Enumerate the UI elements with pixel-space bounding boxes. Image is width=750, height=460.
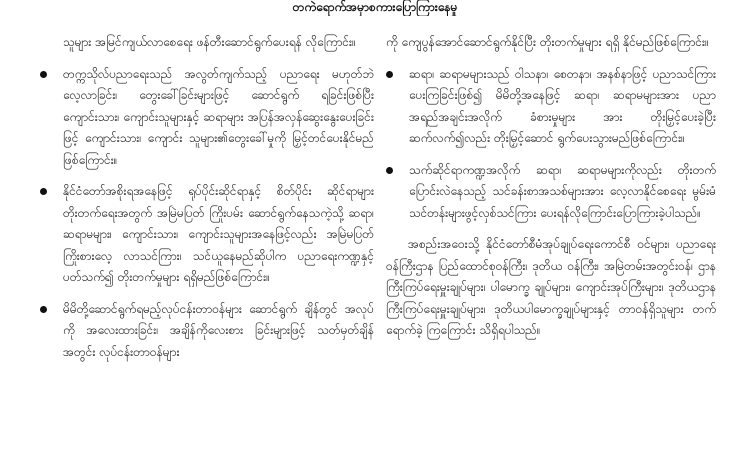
left-continuation-paragraph: သူများ အမြင်ကျယ်လာစေရေး ဖန်တီးဆောင်ရွက်ပေးရန် လိုကြောင်း။	[63, 35, 356, 49]
bullet-text: မိမိတို့ဆောင်ရွက်ရမည့်လုပ်ငန်းတာဝန်များ ဆောင်ရွက် ချိန်တွင် အလုပ်ကို အလေးထားခြင်း၊ အချိန်ကိုလေးစား ခြင်းများဖြင့် သတ်မှတ်ချိန်အတွင်း လုပ်ငန်းတာဝန်များ	[63, 301, 374, 359]
bullet-item	[40, 181, 374, 289]
bullet-text: နိုင်ငံတော်အစိုးရအနေဖြင့် ရုပ်ပိုင်းဆိုင်ရာနှင့် စိတ်ပိုင်း ဆိုင်ရာများ တိုးတက်ရေးအတွက် အမြဲမပြတ် ကြိုးပမ်း ဆောင်ရွက်နေသကဲ့သို့ ဆရာ၊ ဆရာမများ၊ ကျောင်းသား၊ ကျောင်းသူများအနေဖြင့်လည်း အမြဲမပြတ် ကြိုးစားလေ့ လာသင်ကြား၊ သင်ယူနေမည်ဆိုပါက ပညာရေးကဏ္ဍနှင့် ပတ်သက်၍ တိုးတက်မှုများ ရရှိမည်ဖြစ်ကြောင်း။	[63, 184, 374, 284]
closing-paragraph: အစည်းအဝေးသို့ နိုင်ငံတော်စီမံအုပ်ချုပ်ရေးကောင်စီ ဝင်များ၊ ပညာရေးဝန်ကြီးဌာန ပြည်ထောင်စုဝန်ကြီး၊ ဒုတိယ ဝန်ကြီး၊ အမြဲတမ်းအတွင်းဝန်၊ ဌာနကြီးကြပ်ရေးမှူးချုပ်များ၊ ပါမောက္ခ ချုပ်များ၊ ကျောင်းအုပ်ကြီးများ၊ ဒုတိယဌာနကြီးကြပ်ရေးမှူးချုပ်များ၊ ဒုတိယပါမောက္ခချုပ်များနှင့် တာဝန်ရှိသူများ တက်ရောက်ခဲ့ ကြကြောင်း သိရှိရပါသည်။	[386, 237, 716, 337]
bullet-item	[386, 160, 716, 225]
bullet-dot-icon	[386, 71, 393, 78]
bullet-item	[40, 64, 374, 172]
bullet-item	[386, 64, 716, 150]
left-column	[40, 32, 374, 459]
bullet-dot-icon	[386, 167, 393, 174]
right-column	[386, 32, 716, 352]
bullet-text: သက်ဆိုင်ရာကဏ္ဍအလိုက် ဆရာ၊ ဆရာမများကိုလည်း တိုးတက်ပြောင်းလဲနေသည့် သင်ခန်းစာအသစ်များအား လေ့လာနိုင်စေရေး မွမ်းမံသင်တန်းများဖွင့်လှစ်သင်ကြား ပေးရန်လိုကြောင်းပြောကြားခဲ့ပါသည်။	[409, 162, 716, 220]
bullet-dot-icon	[40, 71, 47, 78]
page-header	[0, 0, 750, 16]
bullet-item	[40, 299, 374, 449]
bullet-dot-icon	[40, 188, 47, 195]
bullet-dot-icon	[40, 306, 47, 313]
header-title: တကဲရောက်အမှာစကားပြောကြားနေမှု	[292, 0, 458, 14]
right-continuation-paragraph: ကို ကျေပွန်အောင်ဆောင်ရွက်နိုင်ပြီး တိုးတက်မှုများ ရရှိ နိုင်မည်ဖြစ်ကြောင်း။	[386, 35, 709, 49]
bullet-text: ဆရာ၊ ဆရာမများသည် ဝါသနာ၊ စေတနာ၊ အနစ်နာဖြင့် ပညာသင်ကြားပေးကြခြင်းဖြစ်၍ မိမိတို့အနေဖြင့် ဆရာ၊ ဆရာမများအား ပညာအရည်အချင်းအလိုက် ခံစားမှုများ အား တိုးမြှင့်ပေးခဲ့ပြီး ဆက်လက်၍လည်း တိုးမြှင့်ဆောင် ရွက်ပေးသွားမည်ဖြစ်ကြောင်း။	[409, 66, 716, 145]
bullet-text: တက္ကသိုလ်ပညာရေးသည် အလွတ်ကျက်သည့် ပညာရေး မဟုတ်ဘဲ လေ့လာခြင်း၊ တွေးခေါ်ခြင်းများဖြင့် ဆောင်ရွက် ရခြင်းဖြစ်ပြီး ကျောင်းသား၊ ကျောင်းသူများနှင့် ဆရာများ အပြန်အလှန်ဆွေးနွေးပေးခြင်းဖြင့် ကျောင်းသား၊ ကျောင်း သူများ၏တွေးခေါ်မှုကို မြှင့်တင်ပေးနိုင်မည်ဖြစ်ကြောင်း။	[63, 66, 374, 167]
